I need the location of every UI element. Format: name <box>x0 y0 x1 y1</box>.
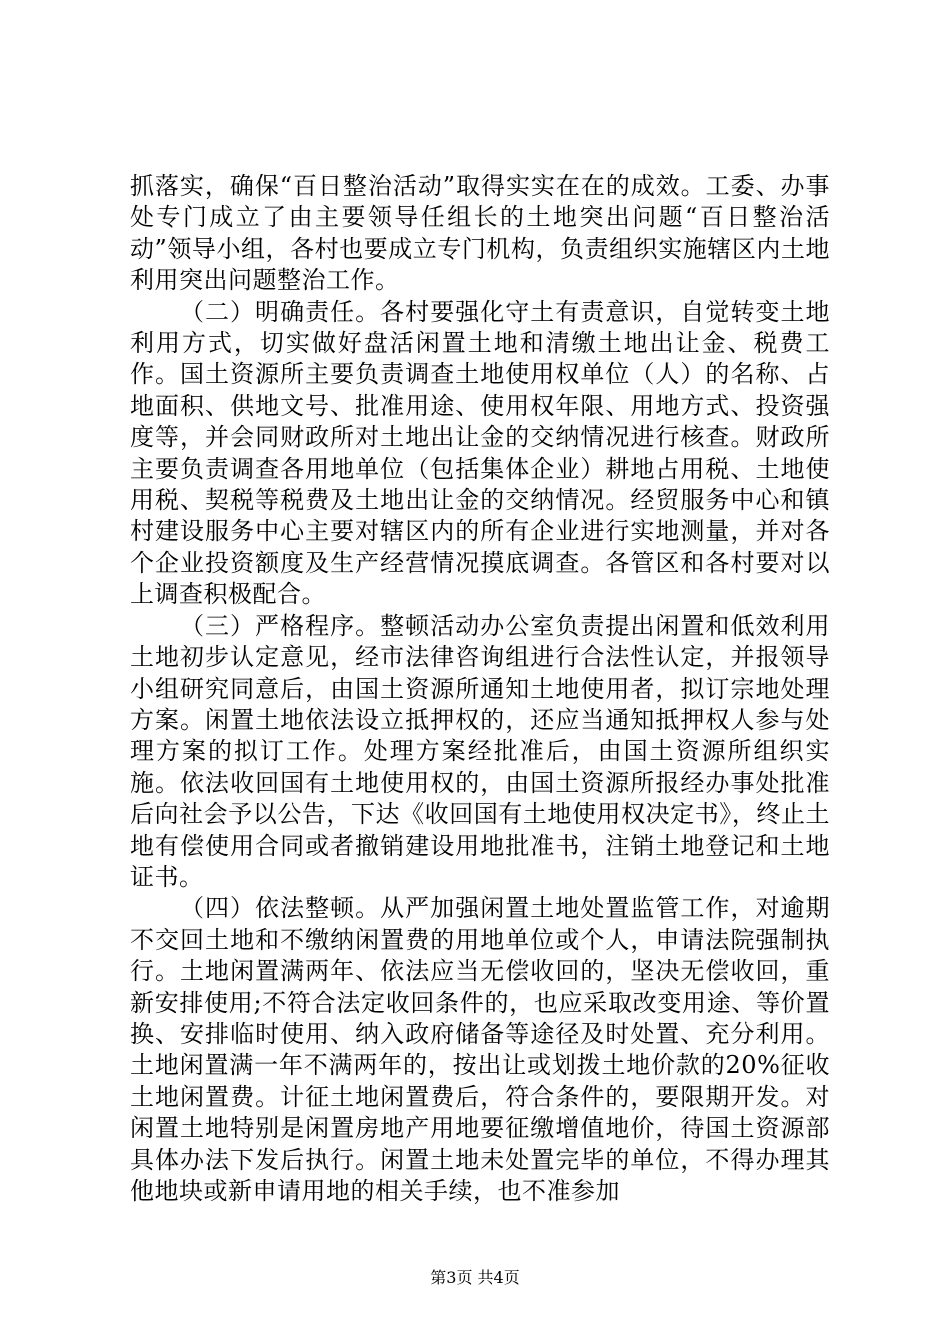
paragraph-continuation: 抓落实，确保“百日整治活动”取得实实在在的成效。工委、办事处专门成立了由主要领导任组长的土地突出问题“百日整治活动”领导小组，各村也要成立专门机构，负责组织实施辖区内土地利用突出问题整治工作。 <box>130 172 830 295</box>
paragraph-strict-procedure: （三）严格程序。整顿活动办公室负责提出闲置和低效利用土地初步认定意见，经市法律咨询组进行合法性认定，并报领导小组研究同意后，由国土资源所通知土地使用者，拟订宗地处理方案。闲置土地依法设立抵押权的，还应当通知抵押权人参与处理方案的拟订工作。处理方案经批准后，由国土资源所组织实施。依法收回国有土地使用权的，由国土资源所报经办事处批准后向社会予以公告，下达《收回国有土地使用权决定书》，终止土地有偿使用合同或者撤销建设用地批准书，注销土地登记和土地证书。 <box>130 611 830 891</box>
document-body <box>130 171 830 1207</box>
paragraph-lawful-rectification: （四）依法整顿。从严加强闲置土地处置监管工作，对逾期不交回土地和不缴纳闲置费的用地单位或个人，申请法院强制执行。土地闲置满两年、依法应当无偿收回的，坚决无偿收回，重新安排使用;不符合法定收回条件的，也应采取改变用途、等价置换、安排临时使用、纳入政府储备等途径及时处置、充分利用。土地闲置满一年不满两年的，按出让或划拨土地价款的20%征收土地闲置费。计征土地闲置费后，符合条件的，要限期开发。对闲置土地特别是闲置房地产用地要征缴增值地价，待国土资源部具体办法下发后执行。闲置土地未处置完毕的单位，不得办理其他地块或新申请用地的相关手续，也不准参加 <box>130 894 830 1205</box>
page-number-footer: 第3页 共4页 <box>430 1268 520 1287</box>
paragraph-clarify-responsibility: （二）明确责任。各村要强化守土有责意识，自觉转变土地利用方式，切实做好盘活闲置土地和清缴土地出让金、税费工作。国土资源所主要负责调查土地使用权单位（人）的名称、占地面积、供地文号、批准用途、使用权年限、用地方式、投资强度等，并会同财政所对土地出让金的交纳情况进行核查。财政所主要负责调查各用地单位（包括集体企业）耕地占用税、土地使用税、契税等税费及土地出让金的交纳情况。经贸服务中心和镇村建设服务中心主要对辖区内的所有企业进行实地测量，并对各个企业投资额度及生产经营情况摸底调查。各管区和各村要对以上调查积极配合。 <box>130 297 830 609</box>
